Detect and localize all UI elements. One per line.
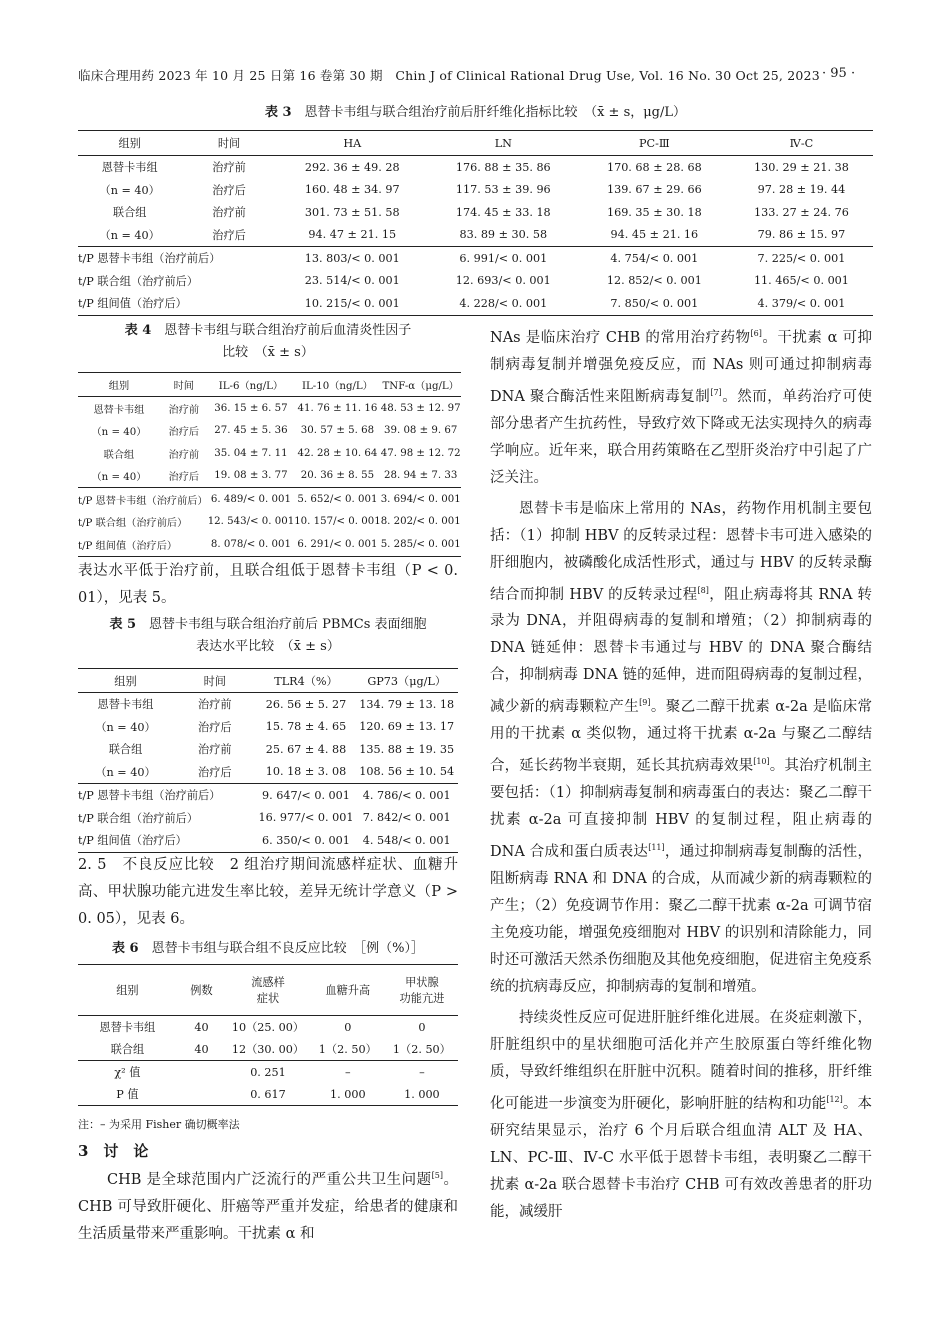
table-row [78,270,873,293]
column-header: 组别 [108,381,130,392]
table-cell: 301. 73 ± 51. 58 [304,205,400,219]
table-cell: χ² 值 [78,1061,177,1084]
table-cell: 4. 548/< 0. 001 [362,833,451,847]
table-cell: （n = 40） [99,228,160,242]
column-header: IL-6（ng/L） [218,381,284,392]
column-header: Ⅳ-C [789,136,814,150]
table-cell: 97. 28 ± 19. 44 [757,183,846,197]
table4-caption [78,320,458,364]
column-header: 甲状腺 功能亢进 [399,976,445,1005]
table-cell: 83. 89 ± 30. 58 [459,228,548,242]
column-header: TNF-α（μg/L） [382,381,459,392]
table-cell: 8. 078/< 0. 001 [210,538,291,550]
table-cell: 5. 285/< 0. 001 [380,538,461,550]
table4-title: 恩替卡韦组与联合组治疗前后血清炎性因子 [164,323,412,338]
table-row [78,829,458,852]
table-cell: 13. 803/< 0. 001 [277,247,428,270]
paragraph: CHB 是全球范围内广泛流行的严重公共卫生问题[5]。CHB 可导致肝硬化、肝癌等严重并发症，给患者的健康和生活质量带来严重影响。干扰素 α 和 [78,1171,458,1242]
table3-unit: （x̄ ± s，μg/L） [590,105,687,120]
column-header: 时间 [203,674,226,688]
column-header: 时间 [173,381,194,392]
column-header: 组别 [118,137,141,150]
right-column [490,320,872,1226]
table-cell: 恩替卡韦组 [99,1021,156,1034]
left-text-1 [78,558,458,612]
column-header: TLR4（%） [274,674,338,688]
table-cell: 联合组 [108,743,143,757]
table-cell: 治疗后 [168,427,200,439]
table-row [78,511,461,534]
table-cell: – [386,1061,458,1084]
table-header-row [78,965,458,1016]
table-cell: （n = 40） [95,765,156,779]
table-row [78,201,873,224]
table-cell: 35. 04 ± 7. 11 [214,447,288,459]
citation: [11] [648,843,665,853]
column-header: 组别 [116,984,139,997]
table-cell: 79. 86 ± 15. 97 [757,228,846,242]
table-cell: 26. 56 ± 5. 27 [265,697,347,711]
table-cell: 108. 56 ± 10. 54 [359,765,455,779]
table-row [78,738,458,761]
table-cell: 6. 291/< 0. 001 [297,538,378,550]
table-cell: 治疗前 [198,698,232,712]
table6 [78,964,458,1106]
table-row [78,784,458,807]
table-cell: 135. 88 ± 19. 35 [359,742,455,756]
table-cell: 3. 694/< 0. 001 [381,488,461,511]
column-header: PC-Ⅲ [639,136,670,150]
table-cell: 7. 850/< 0. 001 [610,296,699,310]
table4-label: 表 4 [124,323,152,338]
table-cell: 169. 35 ± 30. 18 [606,205,702,219]
table-row [78,807,458,830]
table-cell: 47. 98 ± 12. 72 [380,447,461,459]
table5-caption [78,614,458,658]
left-text-2 [78,852,458,933]
table-row [78,442,461,465]
paragraph: 持续炎性反应可促进肝脏纤维化进展。在炎症刺激下，肝脏组织中的星状细胞可活化并产生胶原蛋白等纤维化物质，导致纤维组织在肝脏中沉积。随着时间的推移，肝纤维化可能进一步演变为肝硬化，影响肝脏的结构和功能[12]。本研究结果显示，治疗 6 个月后联合组血清 ALT 及 HA、LN、PC-Ⅲ、Ⅳ-C 水平低于恩替卡韦组，表明聚乙二醇干扰素 α-2a 联合恩替卡韦治疗 CHB 可有效改善患者的肝功能，减缓肝 [490,1009,873,1220]
table-cell: 6. 489/< 0. 001 [208,488,295,511]
table5-title: 恩替卡韦组与联合组治疗前后 PBMCs 表面细胞 [149,617,427,632]
table-cell: 20. 36 ± 8. 55 [300,470,375,482]
table-cell: 117. 53 ± 39. 96 [455,183,551,197]
paragraph: 2. 5 不良反应比较 2 组治疗期间流感样症状、血糖升高、甲状腺功能亢进发生率比较，差异无统计学意义（P > 0. 05），见表 6。 [78,857,458,927]
table-cell: 8. 202/< 0. 001 [380,516,461,528]
table-row [78,420,461,443]
column-header: HA [343,136,362,150]
table-cell: 治疗后 [212,228,246,242]
column-header: 时间 [217,137,241,150]
table-row [78,1061,458,1084]
table-cell: 42. 28 ± 10. 64 [297,447,378,459]
table-cell: 恩替卡韦组 [97,698,154,712]
table-cell: 0. 617 [250,1087,286,1101]
column-header: 例数 [190,984,213,997]
table-cell: 治疗后 [168,472,200,484]
table-cell: 12. 693/< 0. 001 [455,274,551,288]
table3-caption [78,102,873,124]
table-cell: 176. 88 ± 35. 86 [455,160,551,174]
table-row [78,156,873,179]
table-cell: 恩替卡韦组 [101,161,158,175]
table-row [78,533,461,556]
table-cell: 4. 754/< 0. 001 [579,247,730,270]
table-cell: 27. 45 ± 5. 36 [214,425,288,437]
citation: [5] [431,1171,443,1180]
table-cell: 治疗前 [168,449,200,461]
citation: [6] [750,329,762,338]
table-cell: 联合组 [103,449,135,461]
column-header: LN [494,136,512,150]
table-cell: （n = 40） [91,472,147,484]
section-heading: 3 讨 论 [78,1142,149,1160]
table6-caption [78,938,458,960]
table-row [78,1016,458,1039]
table-cell: 28. 94 ± 7. 33 [384,470,458,482]
table-cell: 134. 79 ± 13. 18 [359,697,455,711]
table-cell: t/P 组间值（治疗后） [78,834,187,848]
table-cell: 治疗前 [198,743,232,757]
table-row [78,693,458,716]
table-row [78,761,458,784]
table-cell: 170. 68 ± 28. 68 [606,160,702,174]
table-row [78,247,873,270]
table5 [78,668,458,853]
table-cell: 联合组 [110,1043,145,1056]
table-cell: 0 [418,1020,426,1034]
table-cell: 40 [194,1020,209,1034]
table-cell: t/P 恩替卡韦组（治疗前后） [78,784,257,807]
table-cell: t/P 联合组（治疗前后） [78,811,199,825]
table-cell: 160. 48 ± 34. 97 [304,183,400,197]
table-cell: 1. 000 [329,1087,366,1101]
table-row [78,1083,458,1106]
table5-label: 表 5 [109,617,137,632]
table-cell: 12. 852/< 0. 001 [606,274,702,288]
table-cell: 治疗后 [198,765,232,779]
column-header: 血糖升高 [325,984,371,997]
table-cell: 治疗前 [212,161,246,175]
table-cell: 10. 18 ± 3. 08 [265,765,347,779]
table3-label: 表 3 [264,105,292,120]
table-cell: 19. 08 ± 3. 77 [214,470,288,482]
table-cell: t/P 联合组（治疗前后） [78,274,199,288]
table-cell: 治疗前 [168,404,200,416]
table-cell: t/P 组间值（治疗后） [78,297,187,311]
table-row [78,716,458,739]
table-cell: （n = 40） [95,720,156,734]
table-cell: 94. 47 ± 21. 15 [308,228,397,242]
table-cell: t/P 恩替卡韦组（治疗前后） [78,247,277,270]
citation: [8] [697,585,709,595]
table-cell: 16. 977/< 0. 001 [258,811,354,825]
table-cell: 292. 36 ± 49. 28 [304,160,400,174]
table-cell: 治疗前 [212,206,246,220]
table6-title: 恩替卡韦组与联合组不良反应比较 ［例（%）］ [151,941,424,956]
table-cell: 120. 69 ± 13. 17 [359,720,455,734]
table-row [78,292,873,315]
table-cell [177,1061,226,1084]
table-cell: 7. 225/< 0. 001 [730,247,873,270]
table-cell: 133. 27 ± 24. 76 [754,205,849,219]
table-cell: 10. 157/< 0. 001 [294,516,381,528]
table-cell: 0 [344,1020,352,1034]
table-cell: 130. 29 ± 21. 38 [754,160,849,174]
table4-title-2: 比较 （x̄ ± s） [222,345,314,360]
table-cell: 41. 76 ± 11. 16 [297,402,378,414]
table-cell: 15. 78 ± 4. 65 [265,720,347,734]
table-cell: 36. 15 ± 6. 57 [214,402,288,414]
table5-title-2: 表达水平比较 （x̄ ± s） [196,639,340,654]
table-cell [177,1083,226,1106]
table-header-row [78,669,458,693]
table-row [78,397,461,420]
table3 [78,130,873,316]
table-cell: 23. 514/< 0. 001 [304,274,400,288]
column-header: IL-10（ng/L） [302,381,373,392]
table-cell: 6. 991/< 0. 001 [428,247,579,270]
table-cell: 5. 652/< 0. 001 [294,488,381,511]
table-cell: 4. 228/< 0. 001 [459,296,548,310]
table-cell: 94. 45 ± 21. 16 [610,228,699,242]
table-cell: 4. 786/< 0. 001 [355,784,458,807]
left-text-3 [78,1162,458,1248]
table-cell: t/P 联合组（治疗前后） [78,518,188,530]
table-cell: 10（25. 00） [231,1021,305,1034]
table-header-row [78,131,873,156]
table-cell: 25. 67 ± 4. 88 [265,742,347,756]
table-cell: 12. 543/< 0. 001 [207,516,295,528]
table6-label: 表 6 [112,941,139,956]
column-header: GP73（μg/L） [367,674,447,688]
table-cell: 12（30. 00） [231,1043,305,1056]
table-header-row [78,373,461,397]
table-row [78,465,461,488]
table-cell: t/P 恩替卡韦组（治疗前后） [78,488,208,511]
table-row [78,1038,458,1061]
table-row [78,224,873,247]
table-cell: 139. 67 ± 29. 66 [606,183,702,197]
table-cell: （n = 40） [91,427,147,439]
table-cell: 治疗后 [212,183,246,197]
table-row [78,488,461,511]
table-cell: 7. 842/< 0. 001 [362,811,451,825]
table-cell: t/P 组间值（治疗后） [78,540,178,552]
table-cell: 4. 379/< 0. 001 [757,296,846,310]
running-header: 临床合理用药 2023 年 10 月 25 日第 16 卷第 30 期 Chin J of Clinical Rational Drug Use, Vol. 16 No. 30 Oct 25, 2023 [78,68,820,83]
table-cell: 11. 465/< 0. 001 [753,274,849,288]
table-cell: 9. 647/< 0. 001 [257,784,356,807]
table-cell: 治疗后 [198,720,232,734]
table-cell: P 值 [116,1088,139,1101]
table-row [78,179,873,202]
citation: [7] [710,387,722,397]
paragraph: 恩替卡韦是临床上常用的 NAs，药物作用机制主要包括：（1）抑制 HBV 的反转录过程：恩替卡韦可进入感染的肝细胞内，被磷酸化成活性形式，通过与 HBV 的反转录酶结合而抑制 HBV 的反转录过程[8]，阻止病毒将其 RNA 转录为 DNA，并阻碍病毒的复制和增殖；（2）抑制病毒的 DNA 链延伸：恩替卡韦通过与 HBV 的 DNA 聚合酶结合，抑制病毒 DNA 链的延伸，进而阻碍病毒的复制过程，减少新的病毒颗粒产生[9]。聚乙二醇干扰素 α-2a 是临床常用的干扰素 α 类似物，通过将干扰素 α-2a 与聚乙二醇结合，延长药物半衰期，延长其抗病毒效果[10]。其治疗机制主要包括：（1）抑制病毒复制和病毒蛋白的表达：聚乙二醇干扰素 α-2a 可直接抑制 HBV 的复制过程，阻止病毒的 DNA 合成和蛋白质表达[11]，通过抑制病毒复制酶的活性，阻断病毒 RNA 和 DNA 的合成，从而减少新的病毒颗粒的产生；（2）免疫调节作用：聚乙二醇干扰素 α-2a 可调节宿主免疫功能，增强免疫细胞对 HBV 的识别和清除能力，同时还可激活天然杀伤细胞及其他免疫细胞，促进宿主免疫系统的抗病毒反应，抑制病毒的复制和增殖。 [490,500,873,995]
table-cell: – [310,1061,386,1084]
page-number: · 95 · [822,66,856,81]
paragraph: NAs 是临床治疗 CHB 的常用治疗药物[6]。干扰素 α 可抑制病毒复制并增强免疫反应，而 NAs 则可通过抑制病毒 DNA 聚合酶活性来阻断病毒复制[7]。然而，单药治疗可使部分患者产生抗药性，导致疗效下降或无法实现持久的病毒学响应。近年来，联合用药策略在乙型肝炎治疗中引起了广泛关注。 [490,329,872,486]
table-cell: 40 [194,1042,209,1056]
table4 [78,372,461,557]
table-cell: 174. 45 ± 33. 18 [455,205,551,219]
citation: [12] [826,1094,843,1104]
table-cell: 恩替卡韦组 [93,404,145,416]
table-cell: 39. 08 ± 9. 67 [384,425,458,437]
table-cell: 0. 251 [226,1061,310,1084]
column-header: 流感样 症状 [251,976,285,1005]
table-cell: 1（2. 50） [318,1043,377,1056]
table-cell: 1. 000 [404,1087,440,1101]
table-cell: 6. 350/< 0. 001 [262,833,350,847]
citation: [9] [639,698,651,708]
citation: [10] [753,757,770,767]
paragraph: 表达水平低于治疗前，且联合组低于恩替卡韦组（P < 0. 01），见表 5。 [78,563,458,606]
table-cell: （n = 40） [99,183,160,197]
table6-note: 注：– 为采用 Fisher 确切概率法 [78,1118,240,1131]
column-header: 组别 [114,674,137,688]
table-cell: 10. 215/< 0. 001 [304,296,400,310]
table-cell: 30. 57 ± 5. 68 [300,425,375,437]
table-cell: 48. 53 ± 12. 97 [380,402,461,414]
table3-title: 恩替卡韦组与联合组治疗前后肝纤维化指标比较 [304,105,578,120]
table-cell: 1（2. 50） [392,1043,451,1056]
table-cell: 联合组 [112,206,147,220]
